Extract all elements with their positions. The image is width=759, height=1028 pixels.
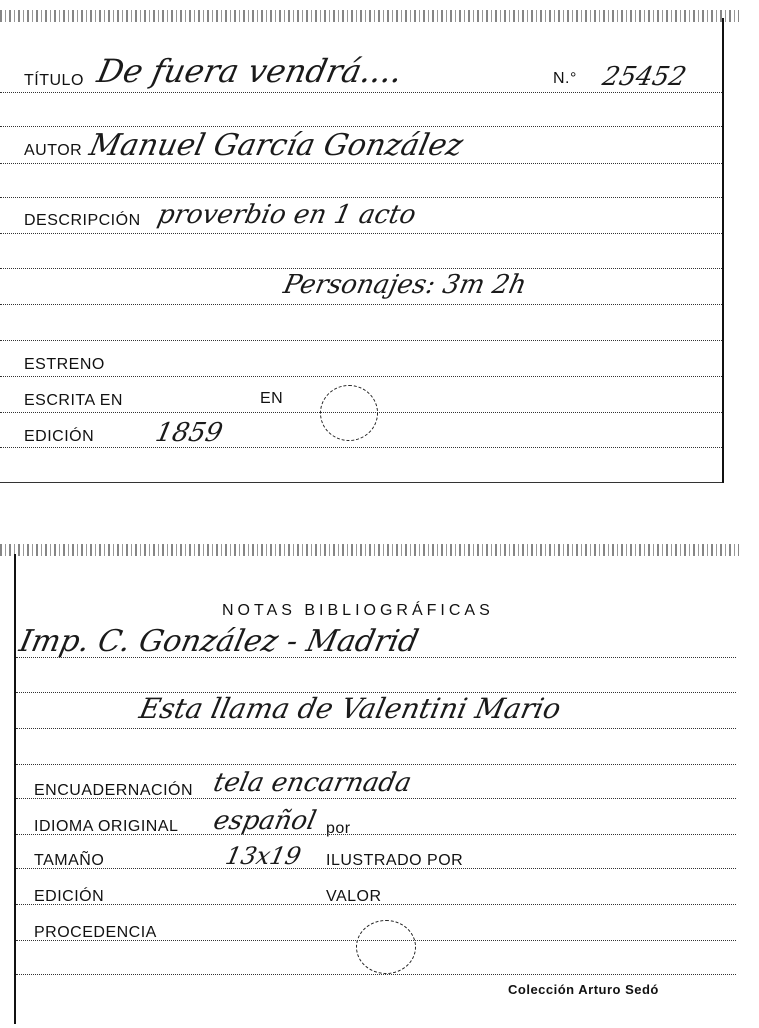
escrita-label: ESCRITA EN xyxy=(24,392,123,409)
idioma-label: IDIOMA ORIGINAL xyxy=(34,818,179,835)
rule-line xyxy=(16,974,736,975)
tamano-value: 13x19 xyxy=(223,842,304,870)
rule-line xyxy=(0,197,722,198)
card-left-border xyxy=(14,554,16,1024)
rule-line xyxy=(16,764,736,765)
rule-line xyxy=(0,340,722,341)
valor-label: VALOR xyxy=(326,888,382,905)
note-line-2: Esta llama de Valentini Mario xyxy=(136,692,564,725)
por-label: por xyxy=(326,820,351,837)
notas-heading: NOTAS BIBLIOGRÁFICAS xyxy=(222,602,494,619)
autor-value: Manuel García González xyxy=(86,128,467,163)
note-line-1: Imp. C. González - Madrid xyxy=(16,624,422,659)
rule-line xyxy=(0,233,722,234)
rule-line xyxy=(0,447,722,448)
numero-value: 25452 xyxy=(599,62,689,92)
encuadernacion-value: tela encarnada xyxy=(210,768,415,798)
en-label: EN xyxy=(260,390,284,407)
rule-line xyxy=(0,268,722,269)
estreno-label: ESTRENO xyxy=(24,356,105,373)
edicion-label: EDICIÓN xyxy=(24,428,95,445)
titulo-value: De fuera vendrá.... xyxy=(93,52,406,90)
rule-line xyxy=(0,304,722,305)
collection-credit: Colección Arturo Sedó xyxy=(508,982,659,997)
idioma-value: español xyxy=(210,806,319,836)
rule-line xyxy=(16,728,736,729)
encuadernacion-label: ENCUADERNACIÓN xyxy=(34,782,194,799)
titulo-label: TÍTULO xyxy=(24,72,84,89)
catalog-card-front xyxy=(0,0,759,495)
stamp-circle xyxy=(320,385,378,441)
rule-line xyxy=(0,482,722,483)
edicion-label: EDICIÓN xyxy=(34,888,105,905)
tamano-label: TAMAÑO xyxy=(34,852,105,869)
ilustrado-label: ILUSTRADO POR xyxy=(326,852,464,869)
autor-label: AUTOR xyxy=(24,142,83,159)
edicion-value: 1859 xyxy=(152,418,226,448)
numero-label: N.° xyxy=(553,70,577,87)
catalog-card-back xyxy=(0,540,759,1028)
card-right-border xyxy=(722,18,724,483)
rule-line xyxy=(0,376,722,377)
rule-line xyxy=(0,92,722,93)
descripcion-label: DESCRIPCIÓN xyxy=(24,212,141,229)
stamp-circle xyxy=(356,920,416,974)
procedencia-label: PROCEDENCIA xyxy=(34,924,157,941)
personajes-value: Personajes: 3m 2h xyxy=(280,270,530,300)
scan-noise-top xyxy=(0,10,739,22)
scan-noise-top xyxy=(0,544,739,556)
rule-line xyxy=(0,126,722,127)
rule-line xyxy=(0,163,722,164)
descripcion-value: proverbio en 1 acto xyxy=(154,200,419,230)
